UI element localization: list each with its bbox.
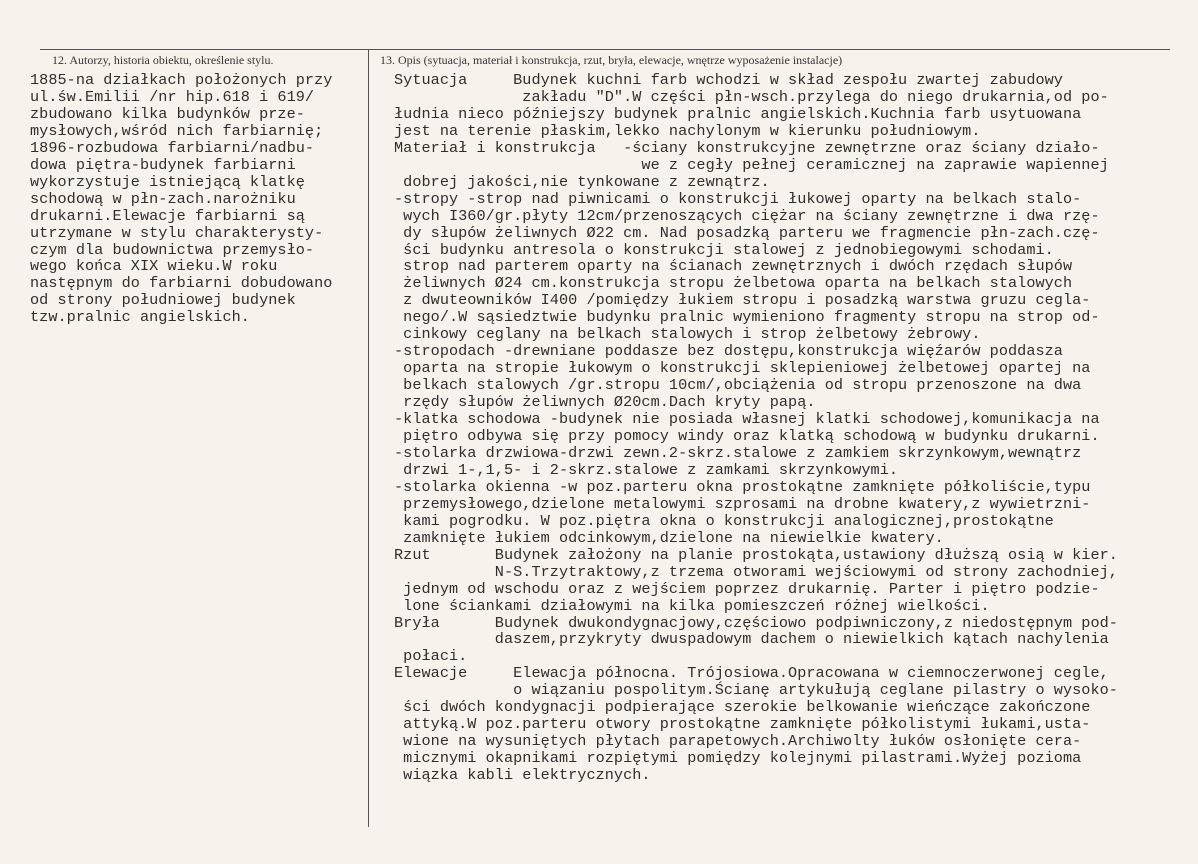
description-text: Sytuacja Budynek kuchni farb wchodzi w skład zespołu zwartej zabudowy zakładu "D".W części płn-wsch.przylega do niego drukarnia,od po- łudnia nieco późniejszy budynek pralnic angielskich.Kuchnia farb usytuowana jest na terenie płaskim,lekko nachylonym w kierunku południowym. Materiał i konstrukcja -ściany konstrukcyjne zewnętrzne oraz ściany działo- we z cegły pełnej ceramicznej na zaprawie wapiennej dobrej jakości,nie tynkowane z zewnątrz. -stropy -strop nad piwnicami o konstrukcji łukowej oparty na belkach stalo- wych I360/gr.płyty 12cm/przenoszących ciężar na ściany zewnętrzne i dwa rzę- dy słupów żeliwnych Ø22 cm. Nad posadzką parteru we fragmencie płn-zach.czę- ści budynku antresola o konstrukcji stalowej z jednobiegowymi schodami. strop nad parterem oparty na ścianach zewnętrznych i dwóch rzędach słupów żeliwnych Ø24 cm.konstrukcja stropu żelbetowa oparta na belkach stalowych z dwuteowników I400 /pomiędzy łukiem stropu i posadzką warstwa gruzu cegla- nego/.W sąsiedztwie budynku pralnic wymieniono fragmenty stropu na strop od- cinkowy ceglany na belkach stalowych i strop żelbetowy żebrowy. -stropodach -drewniane poddasze bez dostępu,konstrukcja więźarów poddasza oparta na stropie łukowym o konstrukcji sklepieniowej żelbetowej opartej na belkach stalowych /gr.stropu 10cm/,obciążenia od stropu przenoszone na dwa rzędy słupów żeliwnych Ø20cm.Dach kryty papą. -klatka schodowa -budynek nie posiada własnej klatki schodowej,komunikacja na piętro odbywa się przy pomocy windy oraz klatką schodową w budynku drukarni. -stolarka drzwiowa-drzwi zewn.2-skrz.stalowe z zamkiem skrzynkowym,wewnątrz drzwi 1-,1,5- i 2-skrz.stalowe z zamkami skrzynkowymi. -stolarka okienna -w poz.parteru okna prostokątne zamknięte półkoliście,typu przemysłowego,dzielone metalowymi szprosami na drobne kwatery,z wywietrzni- kami pogrodku. W poz.piętra okna o konstrukcji analogicznej,prostokątne zamknięte łukiem odcinkowym,dzielone na niewielkie kwatery. Rzut Budynek założony na planie prostokąta,ustawiony dłuższą osią w kier. N-S.Trzytraktowy,z trzema otworami wejściowymi od strony zachodniej, jednym od wschodu oraz z wejściem poprzez drukarnię. Parter i piętro podzie- lone ściankami działowymi na kilka pomieszczeń różnej wielkości. Bryła Budynek dwukondygnacjowy,częściowo podpiwniczony,z niedostępnym pod- daszem,przykryty dwuspadowym dachem o niewielkich kątach nachylenia połaci. Elewacje Elewacja północna. Trójosiowa.Opracowana w ciemnoczerwonej cegle, o wiązaniu pospolitym.Ścianę artykułują ceglane pilastry o wysoko- ści dwóch kondygnacji podpierające szerokie belkowanie wieńczące zakończone attyką.W poz.parteru otwory prostokątne zamknięte półkolistymi łukami,usta- wione na wysuniętych płytach parapetowych.Archiwolty łuków osłonięte cera- micznymi okapnikami rozpiętymi pomiędzy kolejnymi pilastrami.Wyżej pozioma wiązka kabli elektrycznych. [394,72,1118,785]
header-authors-history: 12. Autorzy, historia obiektu, określenie stylu. [52,53,274,67]
column-divider [368,49,369,827]
history-text: 1885-na działkach położonych przy ul.św.Emilii /nr hip.618 i 619/ zbudowano kilka budynków prze- mysłowych,wśród nich farbiarnię; 1896-rozbudowa farbiarni/nadbu- dowa piętra-budynek farbiarni wykorzystuje istniejącą klatkę schodową w płn-zach.narożniku drukarni.Elewacje farbiarni są utrzymane w stylu charakterysty- czym dla budownictwa przemysło- wego końca XIX wieku.W roku następnym do farbiarni dobudowano od strony południowej budynek tzw.pralnic angielskich. [30,72,333,327]
top-divider [40,49,1170,50]
header-description: 13. Opis (sytuacja, materiał i konstrukcja, rzut, bryła, elewacje, wnętrze wyposażenie instalacje) [380,53,843,67]
